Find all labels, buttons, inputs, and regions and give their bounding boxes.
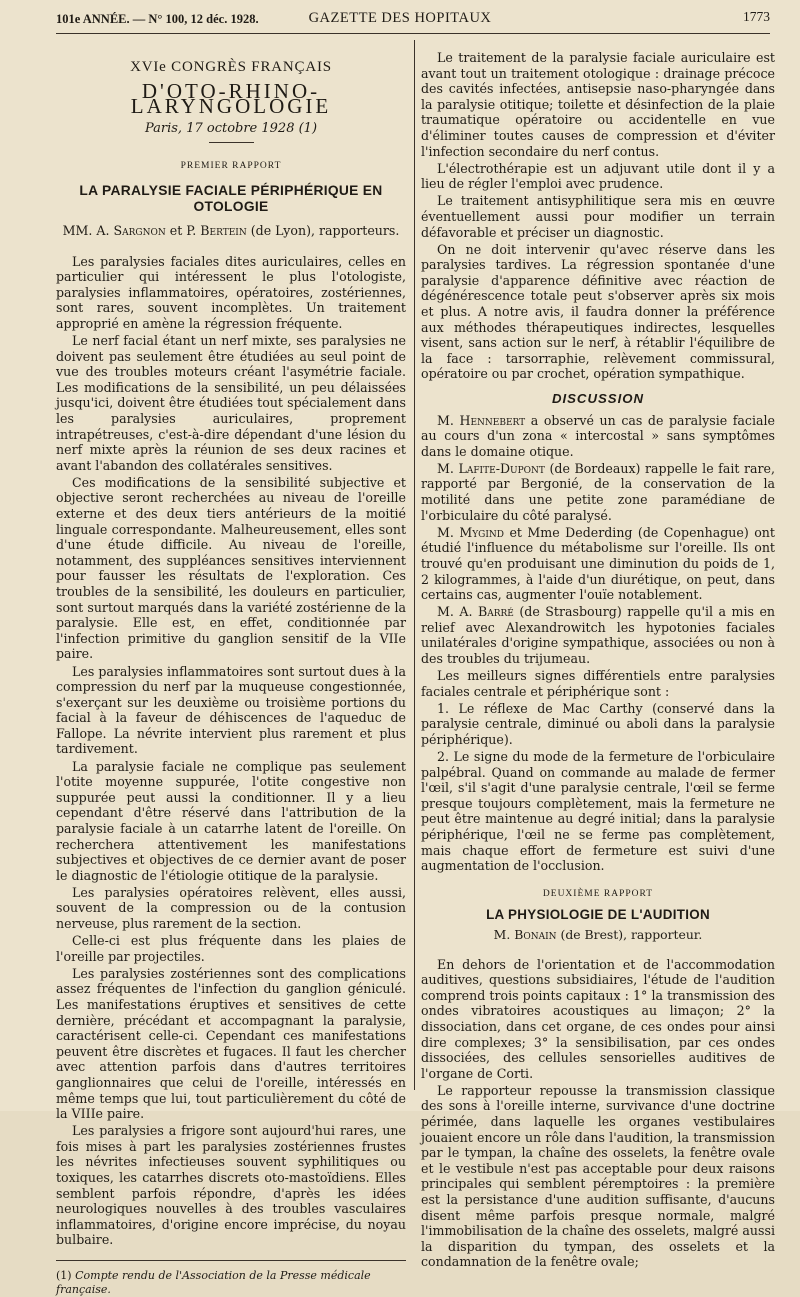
paragraph: Les paralysies opératoires relèvent, elles aussi, souvent de la compression ou de la contusion nerveuse, plus rarement de la section. <box>56 884 406 931</box>
page-number: 1773 <box>743 9 770 24</box>
paragraph: Les paralysies faciales dites auriculaires, celles en particulier qui intéressent le plus l'otologiste, paralysies inflammatoires, opératoires, zostériennes, sont rares, souvent incomplètes. Un traitement approprié en amène la régression fréquente. <box>56 253 406 331</box>
author-bonain: Bonain <box>514 926 557 942</box>
author-sargnon: Sargnon <box>113 222 166 238</box>
left-column <box>56 52 406 1297</box>
paragraph: L'électrothérapie est un adjuvant utile dont il y a lieu de régler l'emploi avec prudence. <box>421 160 775 192</box>
speaker-name: Hennebert <box>459 412 526 428</box>
paragraph: Ces modifications de la sensibilité subjective et objective seront recherchées au niveau de l'oreille externe et des deux tiers antérieurs de la moitié linguale correspondante. Malheureusement, elles sont d'une étude difficile. Au niveau de l'oreille, notamment, des suppléances sensitives interviennent pour fausser les résultats de l'exploration. Ces troubles de la sensibilité, les douleurs en particulier, sont surtout marqués dans la variété zostérienne de la paralysie. Elle est, en effet, conditionnée par l'infection primitive du ganglion sensitif de la VIIe paire. <box>56 474 406 662</box>
footnote-mark: (1) <box>56 1268 72 1282</box>
discussion-heading: DISCUSSION <box>551 390 645 406</box>
paragraph: Le traitement de la paralysie faciale auriculaire est avant tout un traitement otologique : drainage précoce des cavités infectées, antisepsie naso-pharyngée dans la paralysie otitique; toilette et désinfection de la plaie traumatique opératoire ou accidentelle en vue d'éliminer toutes causes de compression et d'éviter l'infection secondaire du nerf contus. <box>421 50 775 159</box>
right-column <box>421 50 775 1270</box>
congress-title: D'OTO-RHINO-LARYNGOLOGIE <box>130 78 332 119</box>
journal-title: GAZETTE DES HOPITAUX <box>308 10 492 26</box>
paragraph: En dehors de l'orientation et de l'accommodation auditives, questions subsidiaires, l'étude de l'audition comprend trois points capitaux : 1° la transmission des ondes vibratoires acoustiques au limaçon; 2° la dissociation, dans cet organe, de ces ondes pour ainsi dire complexes; 3° la sensibilisation, par ces ondes dissociées, des cellules sensorielles auditives de l'organe de Corti. <box>421 956 775 1081</box>
discussion-item: M. Lafite-Dupont (de Bordeaux) rappelle le fait rare, rapporté par Bergonié, de la conservation de la motilité dans une petite zone paramédiane de l'orbiculaire du côté paralysé. <box>421 460 775 523</box>
section-title-2: LA PHYSIOLOGIE DE L'AUDITION <box>486 907 710 923</box>
discussion-item: M. Hennebert a observé un cas de paralysie faciale au cours d'un zona « intercostal » sans symptômes dans le domaine otique. <box>421 412 775 459</box>
authors-line <box>56 223 406 239</box>
paragraph: Les paralysies a frigore sont aujourd'hui rares, une fois mises à part les paralysies zostériennes frustes les névrites infectieuses souvent syphilitiques ou toxiques, les catarrhes discrets oto-mastoïdiens. Elles semblent parfois répondre, d'après les idées neurologiques nouvelles à des troubles vasculaires inflammatoires, d'origine encore imprécise, du noyau bulbaire. <box>56 1123 406 1248</box>
report-label: PREMIER RAPPORT <box>180 161 282 172</box>
paragraph: Celle-ci est plus fréquente dans les plaies de l'oreille par projectiles. <box>56 933 406 964</box>
section-title: LA PARALYSIE FACIALE PÉRIPHÉRIQUE EN OTOLOGIE <box>79 182 383 214</box>
paragraph: Le rapporteur repousse la transmission classique des sons à l'oreille interne, survivance d'une doctrine périmée, dans laquelle les organes vestibulaires jouaient encore un rôle dans l'audition, la transmission par le tympan, la chaîne des osselets, la fenêtre ovale et le vestibule n'est pas acceptable pour deux raisons principales qui semblent péremptoires : la première est la persistance d'une audition suffisante, d'aucuns disent même parfois presque normale, malgré l'immobilisation de la chaîne des osselets, malgré aussi la disparition du tympan, des osselets et la condamnation de la fenêtre ovale; <box>421 1082 775 1270</box>
paragraph: Les meilleurs signes différentiels entre paralysies faciales centrale et périphérique sont : <box>421 668 775 699</box>
speaker-name: Mygind <box>459 524 505 540</box>
speaker-name: Barré <box>478 604 514 620</box>
paragraph: Le traitement antisyphilitique sera mis en œuvre éventuellement aussi pour modifier un terrain défavorable et préciser un diagnostic. <box>421 193 775 240</box>
footnote <box>56 1269 406 1297</box>
discussion-item: M. A. Barré (de Strasbourg) rappelle qu'il a mis en relief avec Alexandrowitch les hypotonies faciales unilatérales d'origine sympathique, associées ou non à des troubles du trijumeau. <box>421 604 776 666</box>
issue-info: 101e ANNÉE. — N° 100, 12 déc. 1928. <box>56 12 259 26</box>
paragraph: On ne doit intervenir qu'avec réserve dans les paralysies tardives. La régression spontanée d'une paralysie d'apparence définitive avec réaction de dégénérescence totale peut s'observer après six mois et plus. A notre avis, il faudra donner la préférence aux méthodes thérapeutiques indirectes, lesquelles visent, sans action sur le nerf, à rétablir l'équilibre de la face : tarsorraphie, relèvement commissural, opératoire ou par crochet, opération sympathique. <box>421 241 775 382</box>
authors-pre: MM. A. <box>62 222 110 238</box>
congress-heading: XVIe CONGRÈS FRANÇAIS <box>130 59 332 75</box>
authors-mid: et P. <box>169 222 197 238</box>
report-label-2: DEUXIÈME RAPPORT <box>542 888 654 899</box>
title-rule <box>209 142 254 143</box>
paragraph: Les paralysies zostériennes sont des complications assez fréquentes de l'infection du ganglion géniculé. Les manifestations éruptives et sensitives de cette dernière, précédant et accompagnant la paralysie, caractérisent celle-ci. Cependant ces manifestations peuvent être discrètes et fugaces. Il faut les chercher avec attention parfois dans d'autres territoires ganglionnaires que celui de l'oreille, intéressés en même temps que lui, tout particulièrement du côté de la VIIIe paire. <box>56 965 406 1122</box>
sign-item: 2. Le signe du mode de la fermeture de l'orbiculaire palpébral. Quand on commande au malade de fermer l'œil, s'il s'agit d'une paralysie centrale, l'œil se ferme presque toujours complètement, mais la fermeture ne peut être maintenue au degré initial; dans la paralysie périphérique, l'œil ne se ferme pas complètement, mais chaque effort de fermeture est suivi d'une augmentation de l'occlusion. <box>421 749 775 874</box>
paragraph: La paralysie faciale ne complique pas seulement l'otite moyenne suppurée, l'otite congestive non suppurée peut aussi la conditionner. Il y a lieu cependant d'être réservé dans l'attribution de la paralysie faciale à un catarrhe latent de l'oreille. On recherchera attentivement les manifestations subjectives et objectives de ce dernier avant de poser le diagnostic de l'étiologie otitique de la paralysie. <box>56 758 406 883</box>
paragraph: Les paralysies inflammatoires sont surtout dues à la compression du nerf par la muqueuse congestionnée, s'exerçant sur les deuxième ou troisième portions du facial à la faveur de déhiscences de l'aqueduc de Fallope. La névrite intervient plus rarement et plus tardivement. <box>56 663 406 757</box>
footnote-text: Compte rendu de l'Association de la Presse médicale française. <box>56 1268 371 1296</box>
author-bertein: Bertein <box>200 222 247 238</box>
speaker-name: Lafite-Dupont <box>458 460 545 476</box>
running-header <box>0 0 800 36</box>
column-divider <box>414 40 415 1090</box>
footnote-rule <box>56 1260 406 1261</box>
authors-post: (de Lyon), rapporteurs. <box>250 222 400 238</box>
header-rule <box>56 33 770 34</box>
congress-date: Paris, 17 octobre 1928 (1) <box>144 120 318 136</box>
paragraph: Le nerf facial étant un nerf mixte, ses paralysies ne doivent pas seulement être étudiées au seul point de vue des troubles moteurs créant l'asymétrie faciale. Les modifications de la sensibilité, un peu délaissées jusqu'ici, doivent être étudiées tout spécialement dans les paralysies auriculaires, proprement intrapétreuses, c'est-à-dire dépendant d'une lésion du nerf mixte après la réunion de ses deux racines et avant l'abandon des collatérales sensitives. <box>56 333 406 473</box>
discussion-item: M. Mygind et Mme Dederding (de Copenhague) ont étudié l'influence du métabolisme sur l'oreille. Ils ont trouvé qu'en produisant une diminution du poids de 1, 2 kilogrammes, à l'aide d'un diurétique, on peut, dans certains cas, augmenter l'ouïe notablement. <box>421 524 775 603</box>
authors-line-2: M. Bonain (de Brest), rapporteur. <box>493 926 703 942</box>
sign-item: 1. Le réflexe de Mac Carthy (conservé dans la paralysie centrale, diminué ou aboli dans la paralysie périphérique). <box>421 700 775 747</box>
